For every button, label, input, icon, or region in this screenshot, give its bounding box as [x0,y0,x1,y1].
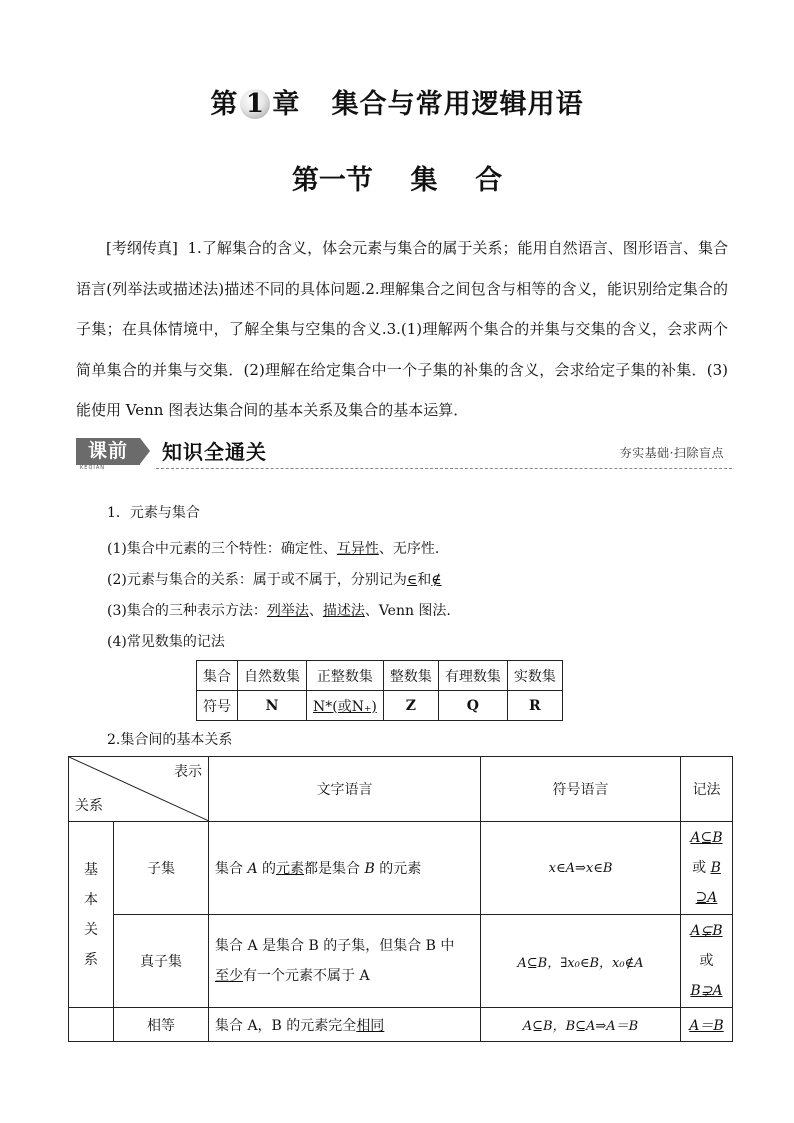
number-sets-table [196,660,563,721]
text-part: 集合 [215,861,248,877]
text-part: 的 [257,861,277,877]
table-row [197,661,563,691]
table-row [69,822,733,915]
table-cell: 整数集 [383,661,438,691]
text-part: 集合 A 是集合 B 的子集，但集合 B 中 [215,938,455,954]
table-cell: Q [438,691,507,721]
chapter-name: 集合与常用逻辑用语 [331,89,584,120]
section-banner [76,438,732,470]
notation-part: A⊊B [690,923,723,939]
notation-part: 或 [692,860,707,876]
banner-arrow-icon [140,438,150,464]
syllabus-text: 1.了解集合的含义，体会元素与集合的属于关系；能用自然语言、图形语言、集合语言(列举法或描述法)描述不同的具体问题.2.理解集合之间包含与相等的含义，能识别给定集合的子集；在具体情境中，了解全集与空集的含义.3.(1)理解两个集合的并集与交集的含义，会求两个简单集合的并集与交集．(2)理解在给定集合中一个子集的补集的含义，会求给定子集的补集．(3)能使用 Venn 图表达集合间的基本关系及集合的基本运算． [76,239,728,419]
banner-badge: 课前 [76,438,140,465]
row-subset-symbol: x∈A⇒x∈B [481,822,681,915]
text-part: B [364,861,375,877]
table-cell: Z [383,691,438,721]
section-number: 第一节 [291,165,373,196]
banner-title: 知识全通关 [162,440,267,464]
group-char: 系 [84,951,98,968]
table-cell: 实数集 [507,661,562,691]
row-subset-name: 子集 [114,822,209,915]
answer-distinctness: 互异性 [336,541,379,557]
table-cell: N [238,691,307,721]
row-equal-name: 相等 [114,1008,209,1042]
header-diagonal-cell [69,757,209,822]
group-char: 关 [84,921,98,938]
header-symbol-language: 符号语言 [481,757,681,822]
section-word-2: 合 [475,165,503,196]
table-cell: 集合 [197,661,238,691]
table-cell: N*(或N₊) [307,691,384,721]
heading-set-relations: 2.集合间的基本关系 [107,732,233,748]
syllabus-intro [76,228,728,431]
heading-elements-sets: 1．元素与集合 [107,505,200,521]
text-part: 的元素 [374,861,422,877]
chapter-prefix: 第 [210,89,239,120]
line-properties-text: (1)集合中元素的三个特性：确定性、 [107,541,337,557]
syllabus-tag: [考纲传真] [106,239,178,257]
text-part: 都是集合 [304,861,365,877]
table-row [69,1008,733,1042]
answer-not-belongs-symbol: ∉ [431,572,442,588]
empty-cell [69,1008,114,1042]
group-char: 基 [84,861,98,878]
table-row [197,691,563,721]
row-subset-notation [681,822,733,915]
notation-part: 或 [699,953,714,969]
line-properties [107,538,439,558]
line-membership [107,569,442,589]
line-membership-text: (2)元素与集合的关系：属于或不属于，分别记为 [107,572,407,588]
row-proper-subset-notation [681,915,733,1008]
section-word-1: 集 [410,165,438,196]
text-part: 集合 A，B 的元素完全 [215,1017,357,1034]
line-number-sets: (4)常见数集的记法 [107,634,225,650]
banner-divider [156,468,732,469]
line-representation-sep: 、 [308,603,323,619]
answer-at-least: 至少 [215,968,243,984]
table-cell: 符号 [197,691,238,721]
answer-description: 描述法 [322,603,365,619]
header-text-language: 文字语言 [209,757,481,822]
line-representation-end: 、Venn 图法. [364,603,451,619]
row-equal-symbol: A⊆B，B⊆A⇒A＝B [481,1008,681,1042]
table-row [69,757,733,822]
table-cell: 正整数集 [307,661,384,691]
banner-badge-sub: KEQIAN [80,465,106,471]
section-title [0,158,794,197]
notation-part: ⊇A [695,890,718,906]
row-equal-notation: A＝B [681,1008,733,1042]
line-properties-end: 、无序性. [378,541,440,557]
row-equal-text [209,1008,481,1042]
row-proper-subset-text [209,915,481,1008]
row-proper-subset-symbol: A⊆B，∃x₀∈B，x₀∉A [481,915,681,1008]
notation-part: A⊆B [690,830,723,846]
chapter-number-badge: 1 [240,89,270,119]
line-representation-text: (3)集合的三种表示方法： [107,603,267,619]
line-membership-and: 和 [417,572,432,588]
row-subset-text [209,822,481,915]
relations-table [68,756,733,1042]
group-label [69,822,114,1008]
table-cell: R [507,691,562,721]
answer-belongs-symbol: ∈ [406,572,418,588]
notation-part: B⊋A [690,983,723,999]
table-cell: 自然数集 [238,661,307,691]
row-proper-subset-name: 真子集 [114,915,209,1008]
banner-slogan: 夯实基础·扫除盲点 [619,446,724,460]
text-part: A [247,861,258,877]
answer-elements: 元素 [276,861,305,877]
group-char: 本 [84,891,98,908]
text-part: 有一个元素不属于 A [243,968,370,984]
chapter-suffix: 章 [272,89,301,120]
header-notation: 记法 [681,757,733,822]
header-relation: 关系 [75,798,103,814]
line-representation [107,600,451,620]
table-row [69,915,733,1008]
chapter-title [0,82,794,121]
table-cell: 有理数集 [438,661,507,691]
header-represent: 表示 [174,764,202,780]
notation-part: B [710,860,721,876]
answer-enumeration: 列举法 [266,603,309,619]
answer-same: 相同 [356,1017,385,1034]
